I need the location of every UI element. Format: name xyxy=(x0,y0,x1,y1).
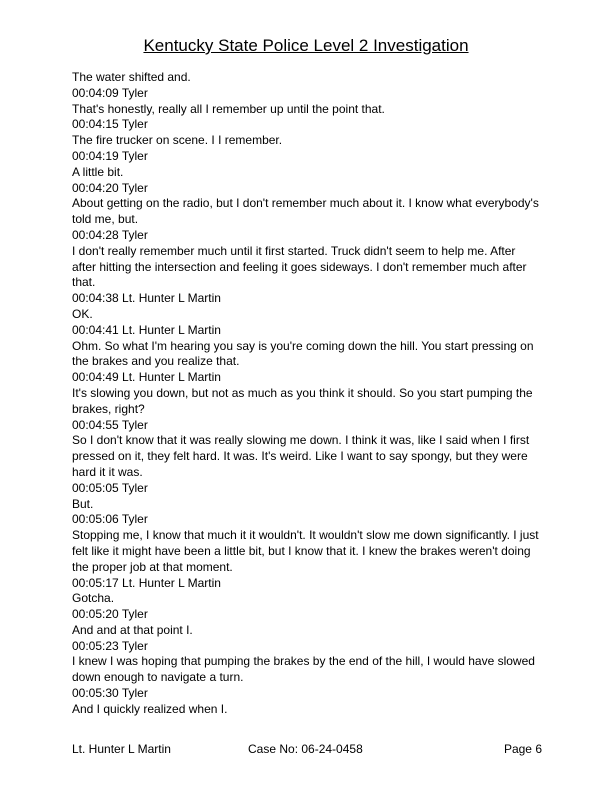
timestamp-speaker: 00:04:19 Tyler xyxy=(72,148,148,163)
transcript-line: A little bit. xyxy=(72,164,124,179)
timestamp-speaker: 00:04:49 Lt. Hunter L Martin xyxy=(72,370,221,385)
transcript-line: Stopping me, I know that much it it wouldn't. It wouldn't slow me down significantly. I just felt like it might have been a little bit, but I know that it. I knew the brakes weren't doing the proper job at that moment. xyxy=(72,528,539,574)
timestamp-speaker: 00:05:17 Lt. Hunter L Martin xyxy=(72,575,221,590)
transcript-line: I knew I was hoping that pumping the brakes by the end of the hill, I would have slowed down enough to navigate a turn. xyxy=(72,654,535,685)
footer-page-number: Page 6 xyxy=(503,742,542,756)
transcript-line: Ohm. So what I'm hearing you say is you're coming down the hill. You start pressing on the brakes and you realize that. xyxy=(72,338,534,369)
transcript-line: And and at that point I. xyxy=(72,622,193,637)
transcript-line: But. xyxy=(72,496,94,511)
timestamp-speaker: 00:04:09 Tyler xyxy=(72,85,148,100)
timestamp-speaker: 00:05:30 Tyler xyxy=(72,686,148,701)
timestamp-speaker: 00:04:38 Lt. Hunter L Martin xyxy=(72,291,221,306)
timestamp-speaker: 00:04:28 Tyler xyxy=(72,227,148,242)
transcript-line: Gotcha. xyxy=(72,591,115,606)
transcript-line: And I quickly realized when I. xyxy=(72,701,228,716)
timestamp-speaker: 00:05:20 Tyler xyxy=(72,607,148,622)
transcript-line: It's slowing you down, but not as much as you think it should. So you start pumping the brakes, right? xyxy=(72,385,533,416)
timestamp-speaker: 00:04:55 Tyler xyxy=(72,417,148,432)
timestamp-speaker: 00:05:06 Tyler xyxy=(72,512,148,527)
timestamp-speaker: 00:04:41 Lt. Hunter L Martin xyxy=(72,322,221,337)
transcript-line: About getting on the radio, but I don't remember much about it. I know what everybody's told me, but. xyxy=(72,196,539,227)
transcript-body xyxy=(72,70,542,718)
transcript-line: I don't really remember much until it first started. Truck didn't seem to help me. After after hitting the intersection and feeling it goes sideways. I don't remember much after that. xyxy=(72,243,527,290)
document-title: Kentucky State Police Level 2 Investigation xyxy=(143,36,469,55)
footer-case-number: Case No: 06-24-0458 xyxy=(248,742,363,756)
transcript-line: The fire trucker on scene. I I remember. xyxy=(72,133,283,148)
transcript-line: So I don't know that it was really slowing me down. I think it was, like I said when I first pressed on it, they felt hard. It was. It's weird. Like I want to say spongy, but they were hard it it was. xyxy=(72,433,530,479)
page-footer xyxy=(72,742,542,756)
transcript-line: The water shifted and. xyxy=(72,70,191,84)
timestamp-speaker: 00:04:15 Tyler xyxy=(72,117,148,132)
footer-author: Lt. Hunter L Martin xyxy=(72,742,171,756)
timestamp-speaker: 00:04:20 Tyler xyxy=(72,180,148,195)
transcript-line: That's honestly, really all I remember up until the point that. xyxy=(72,101,385,116)
transcript-line: OK. xyxy=(72,306,93,321)
timestamp-speaker: 00:05:23 Tyler xyxy=(72,638,148,653)
timestamp-speaker: 00:05:05 Tyler xyxy=(72,480,148,495)
